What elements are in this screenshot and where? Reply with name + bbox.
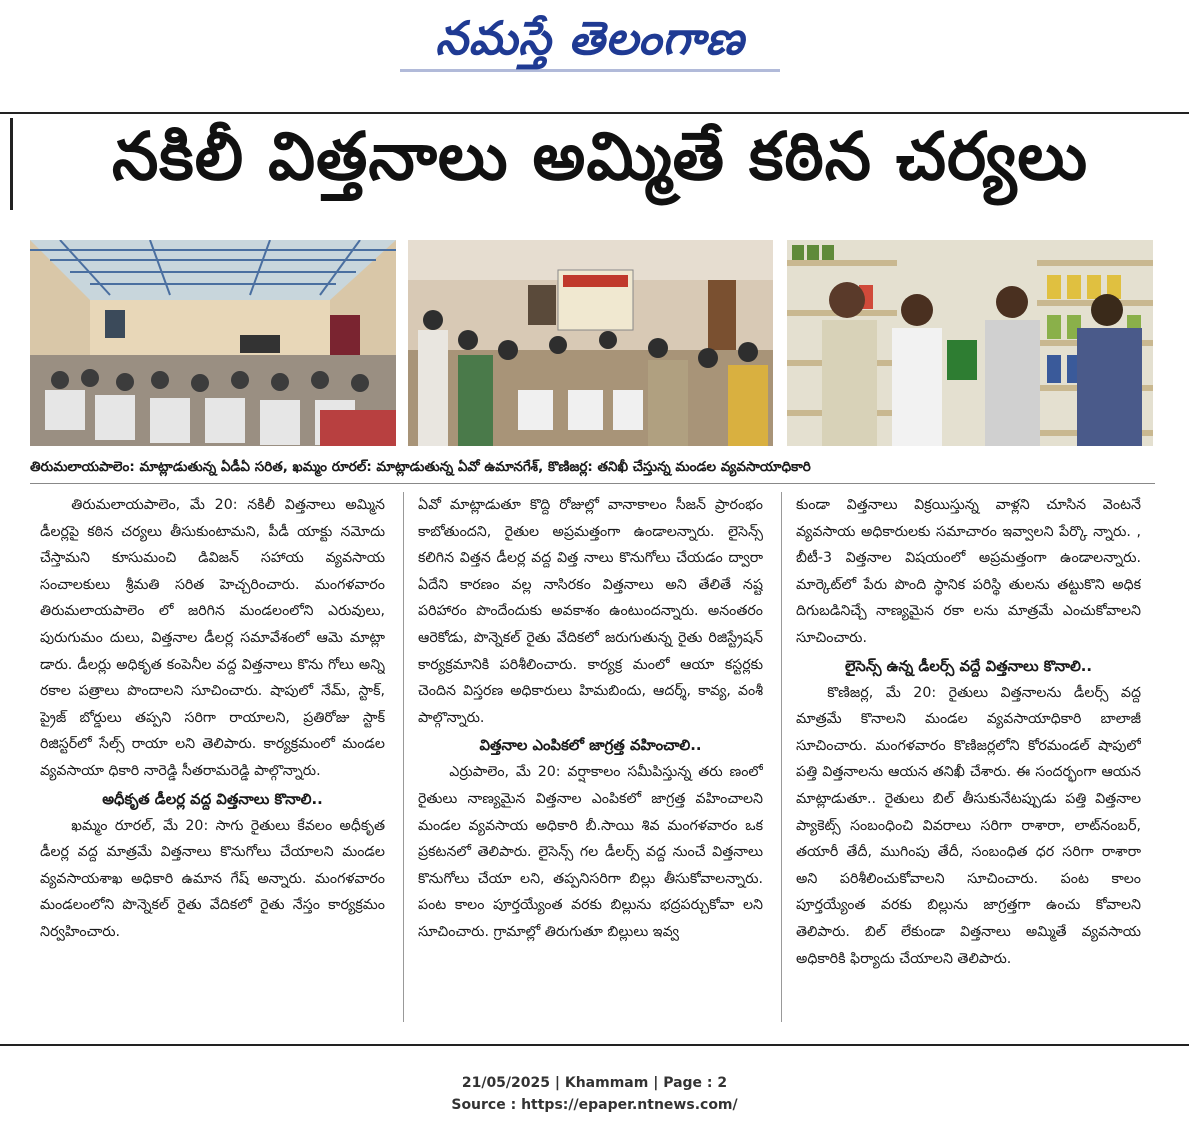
article-column-2	[418, 492, 763, 1032]
photo-farmers-meeting	[408, 240, 773, 446]
column-rule	[403, 492, 404, 1022]
newspaper-masthead: నమస్తే తెలంగాణ	[380, 8, 800, 80]
photo-seed-shop	[787, 240, 1153, 446]
paragraph: ఎర్రుపాలెం, మే 20: వర్షాకాలం సమీపిస్తున్న తరు ణంలో రైతులు నాణ్యమైన విత్తనాల ఎంపికలో జాగ్రత్త వహించాలని మండల వ్యవసాయ అధికారి బీ.సాయి శివ మంగళవారం ఒక ప్రకటనలో తెలిపారు. లైసెన్స్ గల డీలర్స్ వద్ద నుంచే విత్తనాలు కొనుగోలు చేయా లని, తప్పనిసరిగా బిల్లు తీసుకోవాలన్నారు. పంట కాలం పూర్తయ్యేంత వరకు బిల్లును భద్రపర్చుకోవా లని సూచించారు. గ్రామాల్లో తిరుగుతూ బిల్లులు ఇవ్వ	[418, 764, 763, 940]
article-column-1	[40, 492, 385, 1032]
paragraph: కొణిజర్ల, మే 20: రైతులు విత్తనాలను డీలర్స్ వద్ద మాత్రమే కొనాలని మండల వ్యవసాయాధికారి బాలాజీ సూచించారు. మంగళవారం కొణిజర్లలోని కోరమండల్ షాపులో పత్తి విత్తనాలను ఆయన తనిఖీ చేశారు. ఈ సందర్భంగా ఆయన మాట్లాడుతూ.. రైతులు బిల్ తీసుకునేటప్పుడు పత్తి విత్తనాల ప్యాకెట్స్ సంబంధించి వివరాలు సరిగా రాశారా, లాట్‌నంబర్, తయారీ తేదీ, ముగింపు తేదీ, సంబంధిత ధర సరిగా రాశారా అని పరిశీలించుకోవాలని సూచించారు. పంట కాలం పూర్తయ్యేంత వరకు బిల్లును జాగ్రత్తగా ఉంచు కోవాలని తెలిపారు. బిల్ లేకుండా విత్తనాలు అమ్మితే వ్యవసాయ అధికారికి ఫిర్యాదు చేయాలని తెలిపారు.	[796, 684, 1141, 967]
subheading: విత్తనాల ఎంపికలో జాగ్రత్త వహించాలి..	[479, 737, 702, 755]
column-rule	[781, 492, 782, 1022]
edition-info: 21/05/2025 | Khammam | Page : 2	[461, 1075, 728, 1091]
headline-bar	[10, 118, 13, 210]
photo-meeting-hall	[30, 240, 396, 446]
paragraph: ఖమ్మం రూరల్, మే 20: సాగు రైతులు కేవలం అధీకృత డీలర్ల వద్ద మాత్రమే విత్తనాలు కొనుగోలు చేయాలని మండల వ్యవసాయశాఖ అధికారి ఉమాన గేష్ అన్నారు. మంగళవారం మండలంలోని పొన్నెకల్ రైతు వేదికలో రైతు నేస్తం కార్యక్రమం నిర్వహించారు.	[40, 817, 385, 940]
article-headline: నకిలీ విత్తనాలు అమ్మితే కఠిన చర్యలు	[111, 118, 1089, 195]
header-rule	[0, 112, 1189, 114]
subheading: అధీకృత డీలర్ల వద్ద విత్తనాలు కొనాలి..	[102, 790, 323, 808]
source-link[interactable]: Source : https://epaper.ntnews.com/	[451, 1097, 738, 1113]
paragraph: కుండా విత్తనాలు విక్రయిస్తున్న వాళ్లని చూసిన వెంటనే వ్యవసాయ అధికారులకు సమాచారం ఇవ్వాలని పేర్కొ న్నారు. , బీటీ-3 విత్తనాల విషయంలో అప్రమత్తంగా ఉండాలన్నారు. మార్కెట్‌లో పేరు పొంది స్థానిక పరిస్థి తులను తట్టుకొని అధిక దిగుబడినిచ్చే నాణ్యమైన రకా లను మాత్రమే ఎంచుకోవాలని సూచించారు.	[796, 497, 1141, 646]
subheading: లైసెన్స్ ఉన్న డీలర్స్ వద్దే విత్తనాలు కొనాలి..	[844, 657, 1093, 675]
paragraph: తిరుమలాయపాలెం, మే 20: నకిలీ విత్తనాలు అమ్మిన డీలర్లపై కఠిన చర్యలు తీసుకుంటామని, పీడీ యాక్టు నమోదు చేస్తామని కూసుమంచి డివిజన్ సహాయ వ్యవసాయ సంచాలకులు శ్రీమతి సరిత హెచ్చరించారు. మంగళవారం తిరుమలాయపాలెం లో జరిగిన మండలంలోని ఎరువులు, పురుగుమం దులు, విత్తనాల డీలర్ల సమావేశంలో ఆమె మాట్లా డారు. డీలర్లు అధికృత కంపెనీల వద్ద విత్తనాలు కొను గోలు అన్ని రకాల పత్రాలు పొందాలని సూచించారు. షాపులో నేమ్, స్టాక్, ప్రైజ్ బోర్డులు తప్పని సరిగా రాయాలని, ప్రతిరోజు స్టాక్ రిజిస్టర్‌లో సేల్స్ రాయా లని తెలిపారు. కార్యక్రమంలో మండల వ్యవసాయా ధికారి నారెడ్డి సీతరామరెడ్డి పాల్గొన్నారు.	[40, 497, 385, 779]
article-column-3	[796, 492, 1141, 1032]
footer-rule	[0, 1044, 1189, 1046]
photo-caption: తిరుమలాయపాలెం: మాట్లాడుతున్న ఏడీఏ సరిత, ఖమ్మం రూరల్: మాట్లాడుతున్న ఏవో ఉమానగేశ్, కొణిజర్ల: తనిఖీ చేస్తున్న మండల వ్యవసాయాధికారి	[30, 459, 811, 475]
caption-separator	[30, 483, 1155, 484]
paragraph: ఏవో మాట్లాడుతూ కొద్ది రోజుల్లో వానాకాలం సీజన్ ప్రారంభం కాబోతుందని, రైతుల అప్రమత్తంగా ఉండాలన్నారు. లైసెన్స్ కలిగిన విత్తన డీలర్ల వద్ద విత్త నాలు కొనుగోలు చేయడం ద్వారా ఏదేని కారణం వల్ల నాసిరకం విత్తనాలు అని తేలితే నష్ట పరిహారం పొందేందుకు అవకాశం ఉంటుందన్నారు. అనంతరం ఆరెకోడు, పొన్నెకల్ రైతు వేదికలో జరుగుతున్న రైతు రిజిస్ట్రేషన్ కార్యక్రమానికి పరిశీలించారు. కార్యక్ర మంలో ఆయా కస్టర్లకు చెందిన విస్తరణ అధికారులు హిమబిందు, ఆదర్శ్, కావ్య, వంశీ పాల్గొన్నారు.	[418, 497, 763, 726]
